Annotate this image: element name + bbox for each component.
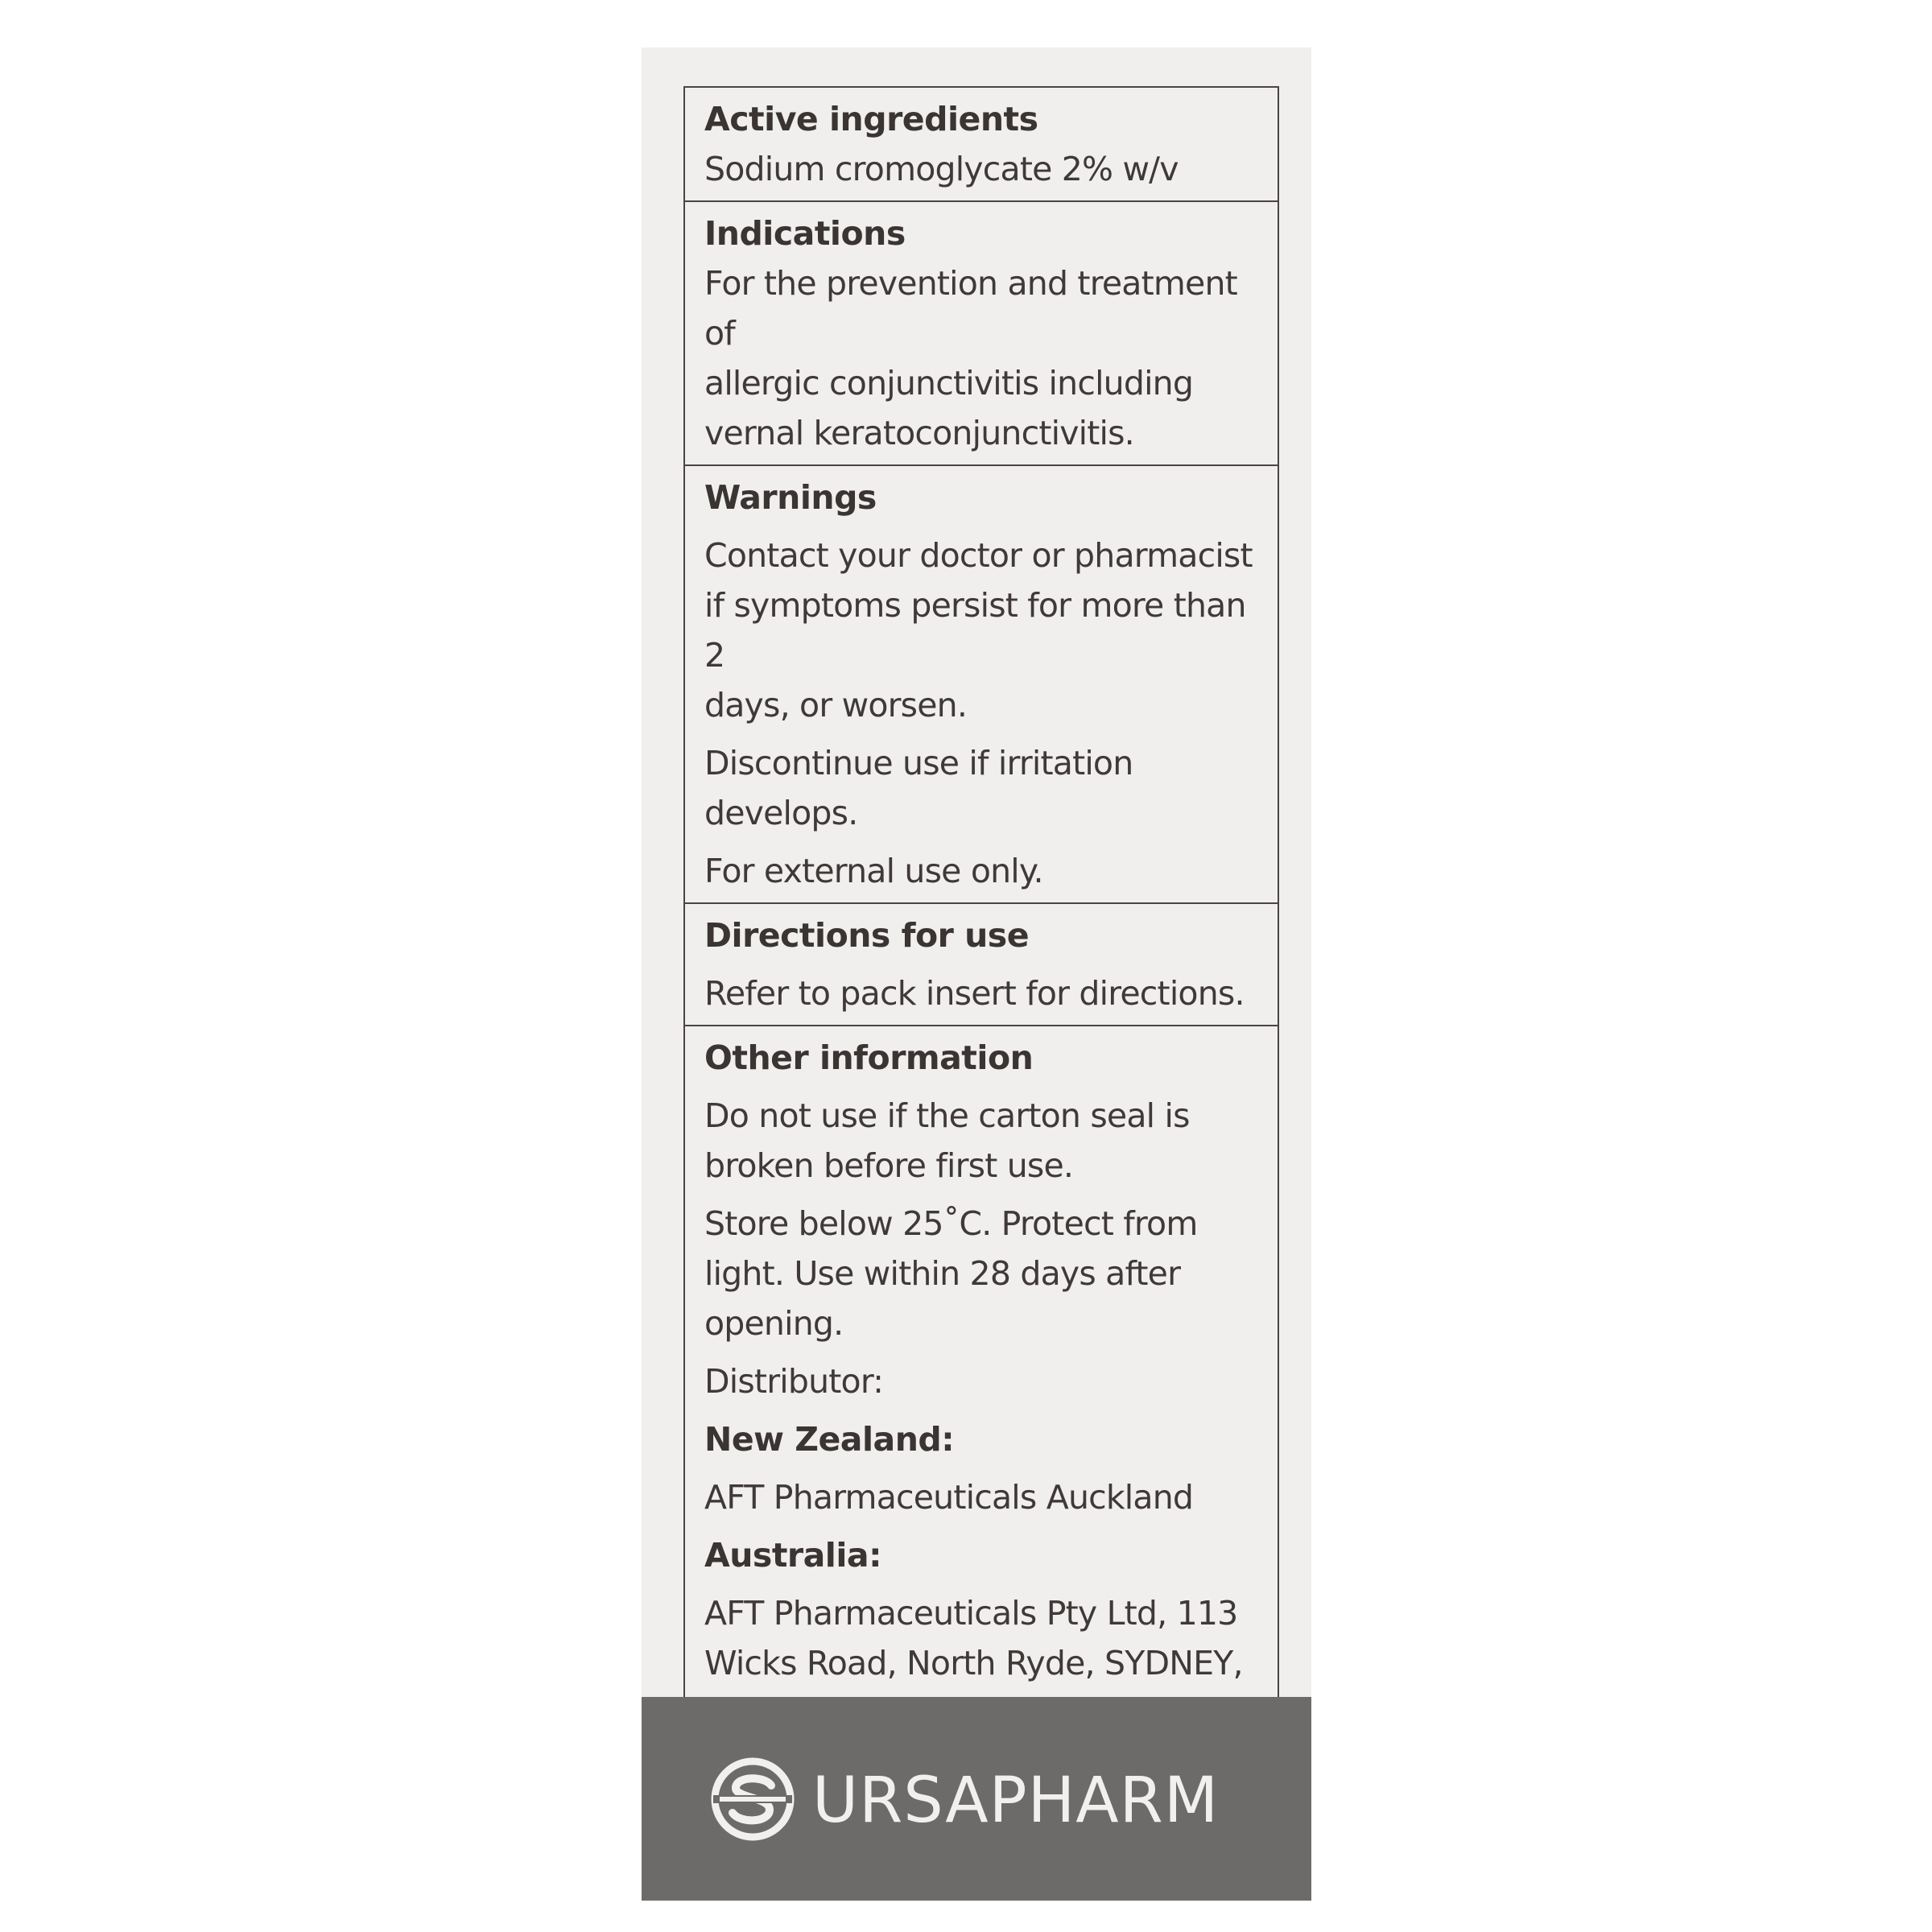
warnings-line: Discontinue use if irritation (704, 744, 1133, 782)
warnings-line: develops. (704, 794, 858, 832)
warnings-line: if symptoms persist for more than 2 (704, 586, 1246, 675)
brand-name: URSAPHARM (812, 1765, 1220, 1837)
other-information-line: opening. (704, 1304, 844, 1343)
ursapharm-s-logo-icon (708, 1755, 797, 1843)
product-carton-side (642, 47, 1311, 1901)
indications-heading: Indications (704, 214, 906, 253)
distributor-label: Distributor: (704, 1362, 884, 1401)
australia-address-line: Wicks Road, North Ryde, SYDNEY, (704, 1644, 1243, 1682)
other-information-line: Store below 25˚C. Protect from (704, 1204, 1198, 1243)
warnings-paragraph (704, 738, 1268, 838)
warnings-section (685, 466, 1278, 904)
warnings-paragraph (704, 846, 1268, 896)
indications-line: allergic conjunctivitis including (704, 364, 1194, 402)
product-information-table (683, 86, 1279, 1777)
new-zealand-distributor: AFT Pharmaceuticals Auckland (704, 1478, 1194, 1517)
other-information-heading: Other information (704, 1038, 1034, 1077)
other-information-paragraph (704, 1091, 1268, 1191)
new-zealand-heading: New Zealand: (704, 1420, 955, 1459)
indications-line: vernal keratoconjunctivitis. (704, 414, 1134, 452)
indications-line: For the prevention and treatment of (704, 264, 1237, 353)
warnings-line: For external use only. (704, 852, 1043, 890)
directions-text: Refer to pack insert for directions. (704, 974, 1245, 1013)
warnings-heading: Warnings (704, 478, 877, 517)
australia-heading: Australia: (704, 1536, 881, 1575)
active-ingredients-text: Sodium cromoglycate 2% w/v (704, 150, 1179, 188)
other-information-line: broken before first use. (704, 1146, 1074, 1185)
other-information-line: Do not use if the carton seal is (704, 1096, 1190, 1135)
australia-address-line: AFT Pharmaceuticals Pty Ltd, 113 (704, 1594, 1238, 1633)
active-ingredients-heading: Active ingredients (704, 100, 1038, 138)
brand-band (642, 1697, 1311, 1901)
other-information-line: light. Use within 28 days after (704, 1254, 1181, 1293)
warnings-paragraph (704, 530, 1268, 730)
directions-section (685, 904, 1278, 1026)
warnings-line: Contact your doctor or pharmacist (704, 536, 1253, 575)
directions-heading: Directions for use (704, 916, 1030, 955)
indications-section (685, 202, 1278, 466)
active-ingredients-section (685, 88, 1278, 202)
other-information-section (685, 1026, 1278, 1775)
indications-text (704, 258, 1268, 458)
other-information-paragraph (704, 1199, 1268, 1348)
warnings-line: days, or worsen. (704, 686, 968, 724)
